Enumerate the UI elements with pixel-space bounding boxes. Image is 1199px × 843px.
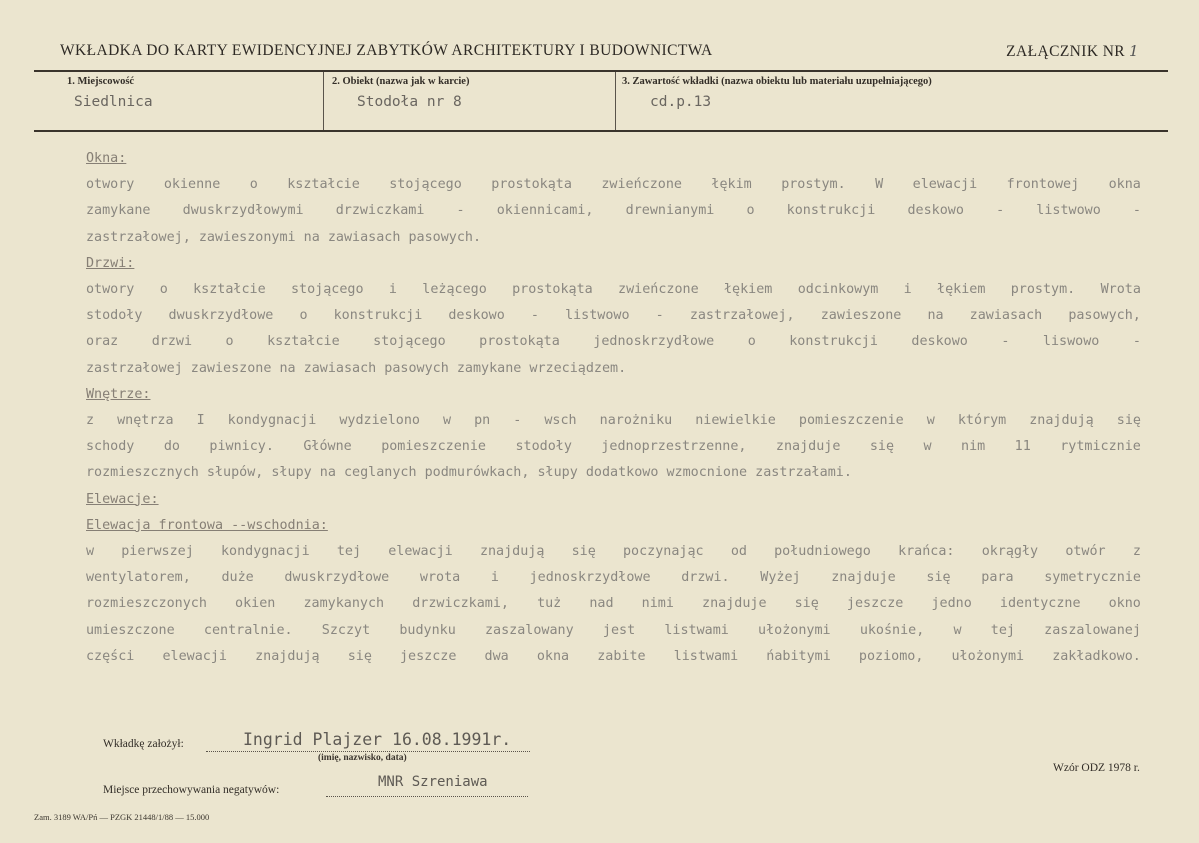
annex-label — [1006, 42, 1139, 61]
section-elewacja-frontowa — [86, 539, 1141, 670]
field-place-value: Siedlnica — [74, 94, 153, 110]
section-heading-drzwi: Drzwi: — [86, 255, 135, 271]
signature-caption: (imię, nazwisko, data) — [318, 753, 407, 763]
field-place-label: 1. Miejscowość — [67, 76, 135, 87]
paragraph-line: rozmieszcznych słupów, słupy na ceglanych podmurówkach, słupy dodatkowo wzmocnione zastrzałami. — [86, 465, 852, 481]
field-content-value: cd.p.13 — [650, 94, 712, 110]
field-object — [323, 72, 616, 130]
paragraph-line: otwory o kształcie stojącego i leżącego prostokąta zwieńczone łękiem odcinkowym i łękiem prostym. Wrota — [86, 282, 1141, 298]
negatives-label: Miejsce przechowywania negatywów: — [103, 784, 280, 796]
section-heading-elewacja-frontowa: Elewacja frontowa --wschodnia: — [86, 517, 328, 533]
annex-label-text: ZAŁĄCZNIK NR — [1006, 43, 1126, 60]
typed-description — [86, 146, 1141, 670]
print-info: Zam. 3189 WA/Pń — PZGK 21448/1/88 — 15.000 — [34, 812, 210, 822]
paragraph-line: rozmieszczonych okien zamykanych drzwiczkami, tuż nad nimi znajduje się jeszcze jedno identyczne okno — [86, 596, 1141, 612]
header-fields — [34, 70, 1168, 132]
paragraph-line: części elewacji znajdują się jeszcze dwa okna zabite listwami ńabitymi poziomo, ułożonymi zakładkowo. — [86, 648, 1141, 664]
form-model: Wzór ODZ 1978 r. — [1053, 762, 1140, 774]
section-heading-wnetrze: Wnętrze: — [86, 386, 151, 402]
section-heading-okna: Okna: — [86, 151, 127, 166]
section-okna — [86, 172, 1141, 224]
section-drzwi — [86, 277, 1141, 356]
signature-value: Ingrid Plajzer 16.08.1991r. — [243, 730, 512, 749]
field-content-label: 3. Zawartość wkładki (nazwa obiektu lub materiału uzupełniającego) — [622, 76, 932, 87]
paragraph-line: otwory okienne o kształcie stojącego prostokąta zwieńczone łękim prostym. W elewacji frontowej okna — [86, 177, 1141, 193]
paragraph-line: zastrzałowej, zawieszonymi na zawiasach pasowych. — [86, 229, 482, 245]
section-heading-elewacje: Elewacje: — [86, 491, 159, 507]
section-wnetrze — [86, 408, 1141, 460]
negatives-value: MNR Szreniawa — [378, 774, 488, 790]
paragraph-line: zastrzałowej zawieszone na zawiasach pasowych zamykane wrzeciądzem. — [86, 360, 627, 376]
paragraph-line: umieszczone centralnie. Szczyt budynku zaszalowany jest listwami ułożonymi ukośnie, w tej zaszalowanej — [86, 622, 1141, 638]
paragraph-line: schody do piwnicy. Główne pomieszczenie stodoły jednoprzestrzenne, znajduje się w nim 11 rytmicznie — [86, 439, 1141, 455]
signature-dotted-line — [206, 751, 530, 752]
annex-number: 1 — [1129, 42, 1139, 60]
paragraph-line: w pierwszej kondygnacji tej elewacji znajdują się poczynając od południowego krańca: okrągły otwór z — [86, 544, 1141, 560]
document-title: WKŁADKA DO KARTY EWIDENCYJNEJ ZABYTKÓW ARCHITEKTURY I BUDOWNICTWA — [60, 42, 713, 59]
paragraph-line: z wnętrza I kondygnacji wydzielono w pn - wsch narożniku niewielkie pomieszczenie w którym znajdują się — [86, 413, 1141, 429]
field-object-value: Stodoła nr 8 — [357, 94, 462, 110]
negatives-dotted-line — [326, 796, 528, 797]
field-content — [615, 72, 1169, 130]
paragraph-line: stodoły dwuskrzydłowe o konstrukcji deskowo - listwowo - zastrzałowej, zawieszone na zawiasach pasowych, — [86, 308, 1141, 324]
paragraph-line: zamykane dwuskrzydłowymi drzwiczkami - okiennicami, drewnianymi o konstrukcji deskowo - listwowo - — [86, 203, 1141, 219]
field-place — [34, 72, 323, 130]
paragraph-line: wentylatorem, duże dwuskrzydłowe wrota i jednoskrzydłowe drzwi. Wyżej znajduje się para symetrycznie — [86, 570, 1141, 586]
signature-label: Wkładkę założył: — [103, 738, 184, 750]
field-object-label: 2. Obiekt (nazwa jak w karcie) — [332, 76, 470, 87]
paragraph-line: oraz drzwi o kształcie stojącego prostokąta jednoskrzydłowe o konstrukcji deskowo - liswowo - — [86, 334, 1141, 350]
